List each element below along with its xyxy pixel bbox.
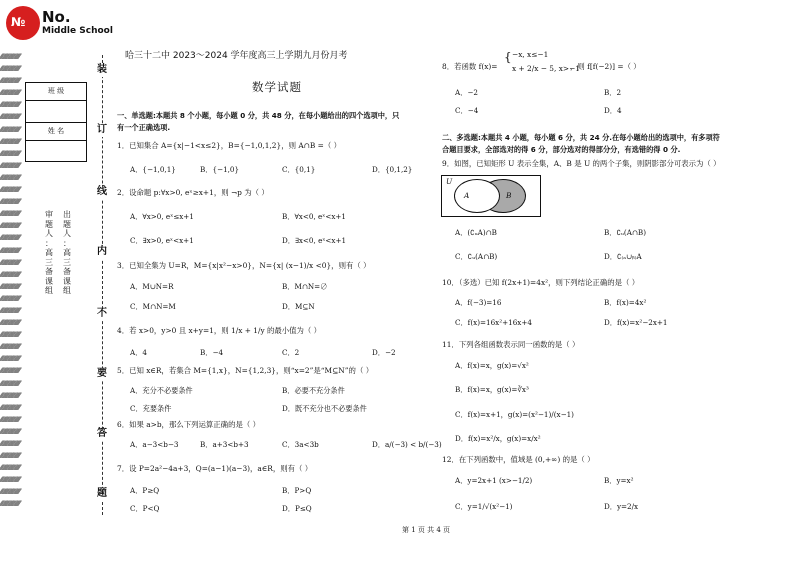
q4-option-d[interactable]: D．−2 xyxy=(372,348,396,357)
q4-option-a[interactable]: A．4 xyxy=(130,348,147,357)
q9-option-a[interactable]: A．(∁ᵤA)∩B xyxy=(455,228,497,237)
q3-stem: 3．已知全集为 U=R，M={x|x²−x>0}，N={x| (x−1)/x <0}，则有（ ） xyxy=(117,261,371,270)
q11-option-d[interactable]: D．f(x)=x²/x，g(x)=x/x² xyxy=(455,434,541,443)
q1-stem: 1．已知集合 A={x|−1<x≤2}，B={−1,0,1,2}，则 A∩B =（ ） xyxy=(117,141,341,150)
q12-option-a[interactable]: A．y=2x+1 (x>−1/2) xyxy=(455,476,533,485)
q2-option-b[interactable]: B．∀x<0, eˣ<x+1 xyxy=(282,212,346,221)
binding-pattern-row: ⁄⁄⁄⁄⁄⁄⁄⁄⁄⁄⁄⁄⁄⁄⁄⁄⁄⁄⁄⁄⁄⁄⁄⁄⁄⁄ xyxy=(0,425,20,436)
q1-option-d[interactable]: D．{0,1,2} xyxy=(372,165,413,174)
reviewer-col2-char: 课 xyxy=(63,276,71,286)
binding-pattern-row: ⁄⁄⁄⁄⁄⁄⁄⁄⁄⁄⁄⁄⁄⁄⁄⁄⁄⁄⁄⁄⁄⁄⁄⁄⁄⁄ xyxy=(0,329,20,340)
q6-option-b[interactable]: B．a+3<b+3 xyxy=(200,440,249,449)
venn-label-u: U xyxy=(446,177,453,186)
reviewer-col1-char: 课 xyxy=(45,276,53,286)
seal-char: 线 xyxy=(97,186,107,197)
q3-option-d[interactable]: D．M⊆N xyxy=(282,302,315,311)
reviewer-col1-char: 备 xyxy=(45,267,53,276)
logo-school-text: Middle School xyxy=(42,26,113,36)
q10-option-d[interactable]: D．f(x)=x²−2x+1 xyxy=(604,318,668,327)
q8-option-b[interactable]: B．2 xyxy=(604,88,622,97)
q5-option-a[interactable]: A．充分不必要条件 xyxy=(130,386,193,395)
q11-option-a[interactable]: A．f(x)=x，g(x)=√x² xyxy=(455,361,529,370)
q4-option-b[interactable]: B．−4 xyxy=(200,348,224,357)
q9-option-d[interactable]: D．∁₍ₐ∪ᵦ₎A xyxy=(604,252,642,261)
page-footer: 第 1 页 共 4 页 xyxy=(402,526,451,534)
q9-option-c[interactable]: C．∁ᵤ(A∩B) xyxy=(455,252,498,261)
binding-pattern-row: ⁄⁄⁄⁄⁄⁄⁄⁄⁄⁄⁄⁄⁄⁄⁄⁄⁄⁄⁄⁄⁄⁄⁄⁄⁄⁄ xyxy=(0,87,20,98)
school-logo-badge xyxy=(6,6,40,40)
q1-option-c[interactable]: C．{0,1} xyxy=(282,165,316,174)
binding-pattern-row: ⁄⁄⁄⁄⁄⁄⁄⁄⁄⁄⁄⁄⁄⁄⁄⁄⁄⁄⁄⁄⁄⁄⁄⁄⁄⁄ xyxy=(0,498,20,509)
seal-char: 不 xyxy=(97,308,107,319)
binding-pattern-row: ⁄⁄⁄⁄⁄⁄⁄⁄⁄⁄⁄⁄⁄⁄⁄⁄⁄⁄⁄⁄⁄⁄⁄⁄⁄⁄ xyxy=(0,75,20,86)
q4-option-c[interactable]: C．2 xyxy=(282,348,300,357)
q6-stem: 6．如果 a>b，那么下列运算正确的是（ ） xyxy=(117,420,260,429)
binding-pattern-row: ⁄⁄⁄⁄⁄⁄⁄⁄⁄⁄⁄⁄⁄⁄⁄⁄⁄⁄⁄⁄⁄⁄⁄⁄⁄⁄ xyxy=(0,232,20,243)
binding-pattern-row: ⁄⁄⁄⁄⁄⁄⁄⁄⁄⁄⁄⁄⁄⁄⁄⁄⁄⁄⁄⁄⁄⁄⁄⁄⁄⁄ xyxy=(0,244,20,255)
q8-option-d[interactable]: D．4 xyxy=(604,106,622,115)
q5-option-c[interactable]: C．充要条件 xyxy=(130,404,172,413)
reviewer-col2-char: 题 xyxy=(63,219,71,229)
seal-char: 装 xyxy=(97,64,107,75)
binding-pattern-row: ⁄⁄⁄⁄⁄⁄⁄⁄⁄⁄⁄⁄⁄⁄⁄⁄⁄⁄⁄⁄⁄⁄⁄⁄⁄⁄ xyxy=(0,341,20,352)
binding-pattern-row: ⁄⁄⁄⁄⁄⁄⁄⁄⁄⁄⁄⁄⁄⁄⁄⁄⁄⁄⁄⁄⁄⁄⁄⁄⁄⁄ xyxy=(0,196,20,207)
reviewer-col1-char: 题 xyxy=(45,219,53,229)
binding-pattern-row: ⁄⁄⁄⁄⁄⁄⁄⁄⁄⁄⁄⁄⁄⁄⁄⁄⁄⁄⁄⁄⁄⁄⁄⁄⁄⁄ xyxy=(0,111,20,122)
q10-option-b[interactable]: B．f(x)=4x² xyxy=(604,298,647,307)
q12-option-c[interactable]: C．y=1/√(x²−1) xyxy=(455,502,513,511)
q8-option-a[interactable]: A．−2 xyxy=(455,88,478,97)
reviewer-col1-char: ： xyxy=(45,238,53,248)
q2-option-a[interactable]: A．∀x>0, eˣ≤x+1 xyxy=(130,212,194,221)
venn-circle-a xyxy=(454,179,500,213)
q7-option-a[interactable]: A．P≥Q xyxy=(130,486,160,495)
q6-option-d[interactable]: D．a/(−3) < b/(−3) xyxy=(372,440,442,449)
binding-pattern-row: ⁄⁄⁄⁄⁄⁄⁄⁄⁄⁄⁄⁄⁄⁄⁄⁄⁄⁄⁄⁄⁄⁄⁄⁄⁄⁄ xyxy=(0,63,20,74)
binding-pattern-row: ⁄⁄⁄⁄⁄⁄⁄⁄⁄⁄⁄⁄⁄⁄⁄⁄⁄⁄⁄⁄⁄⁄⁄⁄⁄⁄ xyxy=(0,123,20,134)
logo-number-text: No. xyxy=(42,8,71,26)
binding-pattern-row: ⁄⁄⁄⁄⁄⁄⁄⁄⁄⁄⁄⁄⁄⁄⁄⁄⁄⁄⁄⁄⁄⁄⁄⁄⁄⁄ xyxy=(0,280,20,291)
binding-pattern-row: ⁄⁄⁄⁄⁄⁄⁄⁄⁄⁄⁄⁄⁄⁄⁄⁄⁄⁄⁄⁄⁄⁄⁄⁄⁄⁄ xyxy=(0,268,20,279)
q6-option-c[interactable]: C．3a<3b xyxy=(282,440,319,449)
reviewer-col1-char: 三 xyxy=(45,257,53,267)
q4-stem: 4．若 x>0，y>0 且 x+y=1，则 1/x + 1/y 的最小值为（ ） xyxy=(117,326,322,335)
binding-pattern-row: ⁄⁄⁄⁄⁄⁄⁄⁄⁄⁄⁄⁄⁄⁄⁄⁄⁄⁄⁄⁄⁄⁄⁄⁄⁄⁄ xyxy=(0,220,20,231)
q8-brace: { xyxy=(504,50,512,64)
binding-pattern-row: ⁄⁄⁄⁄⁄⁄⁄⁄⁄⁄⁄⁄⁄⁄⁄⁄⁄⁄⁄⁄⁄⁄⁄⁄⁄⁄ xyxy=(0,389,20,400)
binding-pattern-row: ⁄⁄⁄⁄⁄⁄⁄⁄⁄⁄⁄⁄⁄⁄⁄⁄⁄⁄⁄⁄⁄⁄⁄⁄⁄⁄ xyxy=(0,462,20,473)
binding-pattern-row: ⁄⁄⁄⁄⁄⁄⁄⁄⁄⁄⁄⁄⁄⁄⁄⁄⁄⁄⁄⁄⁄⁄⁄⁄⁄⁄ xyxy=(0,208,20,219)
binding-pattern-row: ⁄⁄⁄⁄⁄⁄⁄⁄⁄⁄⁄⁄⁄⁄⁄⁄⁄⁄⁄⁄⁄⁄⁄⁄⁄⁄ xyxy=(0,474,20,485)
reviewer-col2-char: 高 xyxy=(63,248,71,257)
q3-option-a[interactable]: A．M∪N=R xyxy=(130,282,174,291)
q9-venn-diagram xyxy=(441,175,541,217)
binding-pattern-row: ⁄⁄⁄⁄⁄⁄⁄⁄⁄⁄⁄⁄⁄⁄⁄⁄⁄⁄⁄⁄⁄⁄⁄⁄⁄⁄ xyxy=(0,292,20,303)
reviewer-col2-char: 出 xyxy=(63,210,71,219)
seal-char: 要 xyxy=(97,368,107,379)
binding-pattern-row: ⁄⁄⁄⁄⁄⁄⁄⁄⁄⁄⁄⁄⁄⁄⁄⁄⁄⁄⁄⁄⁄⁄⁄⁄⁄⁄ xyxy=(0,438,20,448)
q2-option-c[interactable]: C．∃x>0, eˣ<x+1 xyxy=(130,236,194,245)
q8-option-c[interactable]: C．−4 xyxy=(455,106,479,115)
q8-stem-prefix: 8．若函数 f(x)= xyxy=(442,62,498,71)
q5-stem: 5．已知 x∈R，若集合 M={1,x}，N={1,2,3}，则“x=2”是“M⊆N”的（ ） xyxy=(117,366,374,375)
binding-pattern-row: ⁄⁄⁄⁄⁄⁄⁄⁄⁄⁄⁄⁄⁄⁄⁄⁄⁄⁄⁄⁄⁄⁄⁄⁄⁄⁄ xyxy=(0,147,20,158)
q1-option-a[interactable]: A．{−1,0,1} xyxy=(130,165,176,174)
q2-option-d[interactable]: D．∃x<0, eˣ<x+1 xyxy=(282,236,347,245)
q7-stem: 7．设 P=2a²−4a+3，Q=(a−1)(a−3)，a∈R，则有（ ） xyxy=(117,464,313,473)
q8-stem-suffix: ，则 f[f(−2)] =（ ） xyxy=(570,62,641,71)
binding-pattern-row: ⁄⁄⁄⁄⁄⁄⁄⁄⁄⁄⁄⁄⁄⁄⁄⁄⁄⁄⁄⁄⁄⁄⁄⁄⁄⁄ xyxy=(0,159,20,170)
exam-title: 哈三十二中 2023～2024 学年度高三上学期九月份月考 xyxy=(125,51,348,61)
venn-label-b: B xyxy=(506,191,512,200)
section1-heading: 一、单选题:本题共 8 个小题，每小题 0 分，共 48 分，在每小题给出的四个选项中，只 xyxy=(117,111,400,120)
reviewer-col2-char: 人 xyxy=(63,229,71,238)
binding-pattern-row: ⁄⁄⁄⁄⁄⁄⁄⁄⁄⁄⁄⁄⁄⁄⁄⁄⁄⁄⁄⁄⁄⁄⁄⁄⁄⁄ xyxy=(0,184,20,195)
q9-stem: 9．如图，已知矩形 U 表示全集，A、B 是 U 的两个子集，则阴影部分可表示为（ ） xyxy=(442,159,721,168)
binding-pattern-row: ⁄⁄⁄⁄⁄⁄⁄⁄⁄⁄⁄⁄⁄⁄⁄⁄⁄⁄⁄⁄⁄⁄⁄⁄⁄⁄ xyxy=(0,353,20,364)
section2-heading-cont: 合题目要求，全部选对的得 6 分，部分选对的得部分分，有选错的得 0 分. xyxy=(442,145,681,154)
q12-option-d[interactable]: D．y=2/x xyxy=(604,502,639,511)
reviewer-col2-char: 三 xyxy=(63,257,71,267)
q8-piece1: −x, x≤−1 xyxy=(512,50,549,59)
q9-option-b[interactable]: B．∁ᵤ(A∩B) xyxy=(604,228,647,237)
q3-option-b[interactable]: B．M∩N=∅ xyxy=(282,282,328,291)
binding-pattern-row: ⁄⁄⁄⁄⁄⁄⁄⁄⁄⁄⁄⁄⁄⁄⁄⁄⁄⁄⁄⁄⁄⁄⁄⁄⁄⁄ xyxy=(0,450,20,461)
seal-char: 题 xyxy=(97,488,107,499)
q10-option-a[interactable]: A．f(−3)=16 xyxy=(455,298,502,307)
q12-stem: 12．在下列函数中，值域是 (0,+∞) 的是（ ） xyxy=(442,455,595,464)
seal-char: 答 xyxy=(97,428,107,439)
binding-pattern-row: ⁄⁄⁄⁄⁄⁄⁄⁄⁄⁄⁄⁄⁄⁄⁄⁄⁄⁄⁄⁄⁄⁄⁄⁄⁄⁄ xyxy=(0,51,20,61)
venn-label-a: A xyxy=(464,191,470,200)
reviewer-col1-char: 高 xyxy=(45,248,53,257)
q6-option-a[interactable]: A．a−3<b−3 xyxy=(130,440,179,449)
binding-pattern-row: ⁄⁄⁄⁄⁄⁄⁄⁄⁄⁄⁄⁄⁄⁄⁄⁄⁄⁄⁄⁄⁄⁄⁄⁄⁄⁄ xyxy=(0,413,20,424)
q8-piece2: x + 2/x − 5, x>−1 xyxy=(512,64,580,73)
q5-option-b[interactable]: B．必要不充分条件 xyxy=(282,386,345,395)
q10-stem: 10．（多选）已知 f(2x+1)=4x²，则下列结论正确的是（ ） xyxy=(442,278,640,287)
binding-pattern-row: ⁄⁄⁄⁄⁄⁄⁄⁄⁄⁄⁄⁄⁄⁄⁄⁄⁄⁄⁄⁄⁄⁄⁄⁄⁄⁄ xyxy=(0,401,20,412)
q10-option-c[interactable]: C．f(x)=16x²+16x+4 xyxy=(455,318,532,327)
binding-pattern-row: ⁄⁄⁄⁄⁄⁄⁄⁄⁄⁄⁄⁄⁄⁄⁄⁄⁄⁄⁄⁄⁄⁄⁄⁄⁄⁄ xyxy=(0,377,20,388)
student-info-table xyxy=(25,82,87,162)
q7-option-b[interactable]: B．P>Q xyxy=(282,486,312,495)
section1-heading-cont: 有一个正确选项. xyxy=(117,123,171,132)
name-field[interactable] xyxy=(26,141,86,161)
q7-option-c[interactable]: C．P<Q xyxy=(130,504,160,513)
binding-pattern-row: ⁄⁄⁄⁄⁄⁄⁄⁄⁄⁄⁄⁄⁄⁄⁄⁄⁄⁄⁄⁄⁄⁄⁄⁄⁄⁄ xyxy=(0,304,20,315)
q2-stem: 2．设命题 p:∀x>0, eˣ≥x+1，则 ¬p 为（ ） xyxy=(117,188,269,197)
reviewer-col2-char: 备 xyxy=(63,267,71,276)
binding-pattern-row: ⁄⁄⁄⁄⁄⁄⁄⁄⁄⁄⁄⁄⁄⁄⁄⁄⁄⁄⁄⁄⁄⁄⁄⁄⁄⁄ xyxy=(0,256,20,267)
q1-option-b[interactable]: B．{−1,0} xyxy=(200,165,240,174)
reviewer-col2-char: 组 xyxy=(63,286,71,295)
seal-char: 订 xyxy=(97,124,107,135)
binding-pattern-row: ⁄⁄⁄⁄⁄⁄⁄⁄⁄⁄⁄⁄⁄⁄⁄⁄⁄⁄⁄⁄⁄⁄⁄⁄⁄⁄ xyxy=(0,135,20,146)
q11-option-b[interactable]: B．f(x)=x，g(x)=∛x³ xyxy=(455,385,529,394)
binding-pattern-row: ⁄⁄⁄⁄⁄⁄⁄⁄⁄⁄⁄⁄⁄⁄⁄⁄⁄⁄⁄⁄⁄⁄⁄⁄⁄⁄ xyxy=(0,486,20,497)
binding-pattern-row: ⁄⁄⁄⁄⁄⁄⁄⁄⁄⁄⁄⁄⁄⁄⁄⁄⁄⁄⁄⁄⁄⁄⁄⁄⁄⁄ xyxy=(0,317,20,328)
reviewer-col1-char: 人 xyxy=(45,229,53,238)
q11-stem: 11．下列各组函数表示同一函数的是（ ） xyxy=(442,340,580,349)
logo-badge-text: № xyxy=(11,15,26,29)
section2-heading: 二、多选题:本题共 4 小题，每小题 6 分，共 24 分.在每小题给出的选项中，有多项符 xyxy=(442,133,720,142)
class-field[interactable] xyxy=(26,101,86,123)
binding-pattern-row: ⁄⁄⁄⁄⁄⁄⁄⁄⁄⁄⁄⁄⁄⁄⁄⁄⁄⁄⁄⁄⁄⁄⁄⁄⁄⁄ xyxy=(0,365,20,376)
class-label: 班 级 xyxy=(26,83,86,101)
seal-char: 内 xyxy=(97,246,107,257)
q12-option-b[interactable]: B．y=x² xyxy=(604,476,634,485)
q5-option-d[interactable]: D．既不充分也不必要条件 xyxy=(282,404,367,413)
reviewer-col1-char: 组 xyxy=(45,286,53,295)
subject-title: 数学试题 xyxy=(252,80,302,94)
q11-option-c[interactable]: C．f(x)=x+1，g(x)=(x²−1)/(x−1) xyxy=(455,410,574,419)
binding-pattern-row: ⁄⁄⁄⁄⁄⁄⁄⁄⁄⁄⁄⁄⁄⁄⁄⁄⁄⁄⁄⁄⁄⁄⁄⁄⁄⁄ xyxy=(0,99,20,110)
name-label: 姓 名 xyxy=(26,123,86,141)
reviewer-col2-char: ： xyxy=(63,238,71,248)
binding-pattern-row: ⁄⁄⁄⁄⁄⁄⁄⁄⁄⁄⁄⁄⁄⁄⁄⁄⁄⁄⁄⁄⁄⁄⁄⁄⁄⁄ xyxy=(0,171,20,182)
q3-option-c[interactable]: C．M∩N=M xyxy=(130,302,176,311)
reviewer-col1-char: 审 xyxy=(45,210,53,219)
q7-option-d[interactable]: D．P≤Q xyxy=(282,504,312,513)
